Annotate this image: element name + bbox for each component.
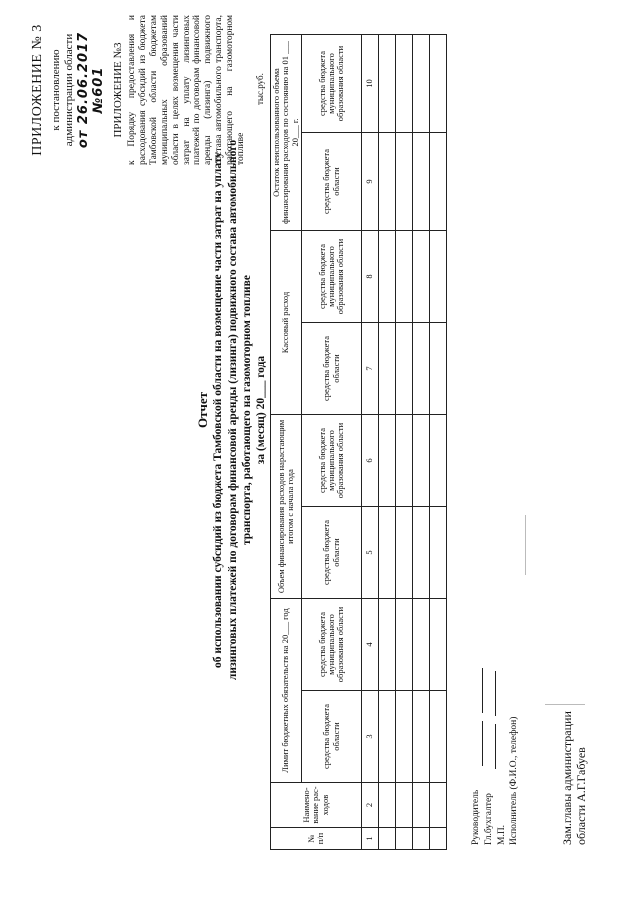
col-number: 4 (362, 599, 379, 691)
empty-rows (379, 35, 447, 850)
table-cell (396, 231, 413, 323)
footer-position: Зам.главы администрации (560, 711, 574, 845)
table-row (396, 35, 413, 850)
col-number: 6 (362, 415, 379, 507)
sub-region: средства бюджета области (302, 691, 362, 783)
table-cell (379, 691, 396, 783)
table-cell (379, 415, 396, 507)
table-cell (413, 828, 430, 850)
sub-municipal: средства бюджета муниципального образования области (302, 231, 362, 323)
handwritten-date: от 26.06.2017 №601 (76, 31, 107, 149)
col-number: 10 (362, 35, 379, 133)
col-number: 9 (362, 133, 379, 231)
table-row (430, 35, 447, 850)
report-table (270, 34, 447, 850)
table-cell (379, 35, 396, 133)
sig-line (473, 668, 483, 713)
col-number: 1 (362, 828, 379, 850)
table-cell (396, 323, 413, 415)
sig-line (473, 721, 483, 766)
table-cell (430, 231, 447, 323)
table-cell (430, 133, 447, 231)
sig-line (486, 724, 496, 769)
header-limit: Лимит бюджетных обязательств на 20___ год (271, 599, 302, 783)
header-num: № п/п (271, 828, 362, 850)
col-number: 2 (362, 783, 379, 828)
col-number: 7 (362, 323, 379, 415)
footer-name: области А.Г.Габуев (574, 747, 589, 845)
report-period: за (месяц) 20___ года (255, 355, 268, 465)
table-cell (430, 35, 447, 133)
header-name: Наимено-вание рас-ходов (271, 783, 362, 828)
table-cell (396, 828, 413, 850)
scan-mark (545, 704, 585, 705)
header-row-groups (271, 35, 302, 850)
sig-executor: Исполнитель (Ф.И.О., телефон) (509, 716, 520, 845)
sub-municipal: средства бюджета муниципального образования области (302, 415, 362, 507)
table-cell (430, 783, 447, 828)
table-cell (413, 231, 430, 323)
table-row (413, 35, 430, 850)
table-cell (413, 691, 430, 783)
report-subtitle: об использовании субсидий из бюджета Тамбовской области на возмещение части затрат на уплату лизинговых платежей по договорам финансовой аренды (лизинга) подвижного состава автомобильного транспорта, работающего на газомоторном топливе (212, 139, 253, 681)
appendix-title: ПРИЛОЖЕНИЕ № 3 (30, 24, 45, 156)
table-cell (396, 599, 413, 691)
sig-accountant-label: Гл.бухгалтер (483, 793, 494, 845)
report-title-block (195, 125, 269, 695)
table-cell (396, 507, 413, 599)
table-cell (379, 783, 396, 828)
table-cell (379, 507, 396, 599)
table-cell (379, 323, 396, 415)
appendix3-title: ПРИЛОЖЕНИЕ №3 (112, 42, 125, 138)
signature-block (470, 668, 521, 845)
table-cell (396, 415, 413, 507)
unit-label: тыс.руб. (255, 73, 265, 105)
table-cell (430, 599, 447, 691)
header-cash: Кассовый расход (271, 231, 302, 415)
table-cell (430, 415, 447, 507)
table-cell (379, 599, 396, 691)
sig-accountant (483, 668, 496, 845)
table-cell (430, 828, 447, 850)
table-cell (430, 323, 447, 415)
header-remainder: Остаток неиспользованного объема финансирования расходов по состоянию на 01 ___ 20___ г. (271, 35, 302, 231)
scan-mark (525, 515, 526, 575)
sub-region: средства бюджета области (302, 507, 362, 599)
table-cell (413, 507, 430, 599)
table-cell (413, 415, 430, 507)
table-cell (413, 599, 430, 691)
table-cell (430, 691, 447, 783)
table-cell (379, 231, 396, 323)
footer-block (560, 711, 589, 845)
sig-seal: М.П. (496, 824, 507, 845)
table-cell (396, 783, 413, 828)
table-cell (413, 133, 430, 231)
sub-region: средства бюджета области (302, 133, 362, 231)
table-cell (413, 783, 430, 828)
table-cell (413, 323, 430, 415)
table-cell (396, 133, 413, 231)
col-number: 3 (362, 691, 379, 783)
table-cell (379, 133, 396, 231)
col-number: 8 (362, 231, 379, 323)
table-cell (379, 828, 396, 850)
header-row-subgroups (302, 35, 362, 850)
table-cell (430, 507, 447, 599)
col-number: 5 (362, 507, 379, 599)
sig-head (470, 668, 483, 845)
sig-line (486, 671, 496, 716)
sub-municipal: средства бюджета муниципального образования области (302, 35, 362, 133)
table-cell (396, 691, 413, 783)
report-title: Отчет (195, 392, 210, 428)
column-number-row (362, 35, 379, 850)
sub-municipal: средства бюджета муниципального образования области (302, 599, 362, 691)
table-cell (396, 35, 413, 133)
sub-region: средства бюджета области (302, 323, 362, 415)
procedure-text: к Порядку предоставления и расходования субсидий из бюджета Тамбовской области бюджетам муниципальных образований области в целях возмещения части затрат на уплату лизинговых платежей по договорам финансовой аренды (лизинга) подвижного состава автомобильного транспорта, работающего на газомоторном топливе (126, 15, 247, 165)
table-cell (413, 35, 430, 133)
header-financing: Объем финансирования расходов нарастающим итогом с начала года (271, 415, 302, 599)
resolution-ref: к постановлению администрации области (50, 33, 75, 147)
sig-head-label: Руководитель (471, 789, 481, 845)
table-row (379, 35, 396, 850)
